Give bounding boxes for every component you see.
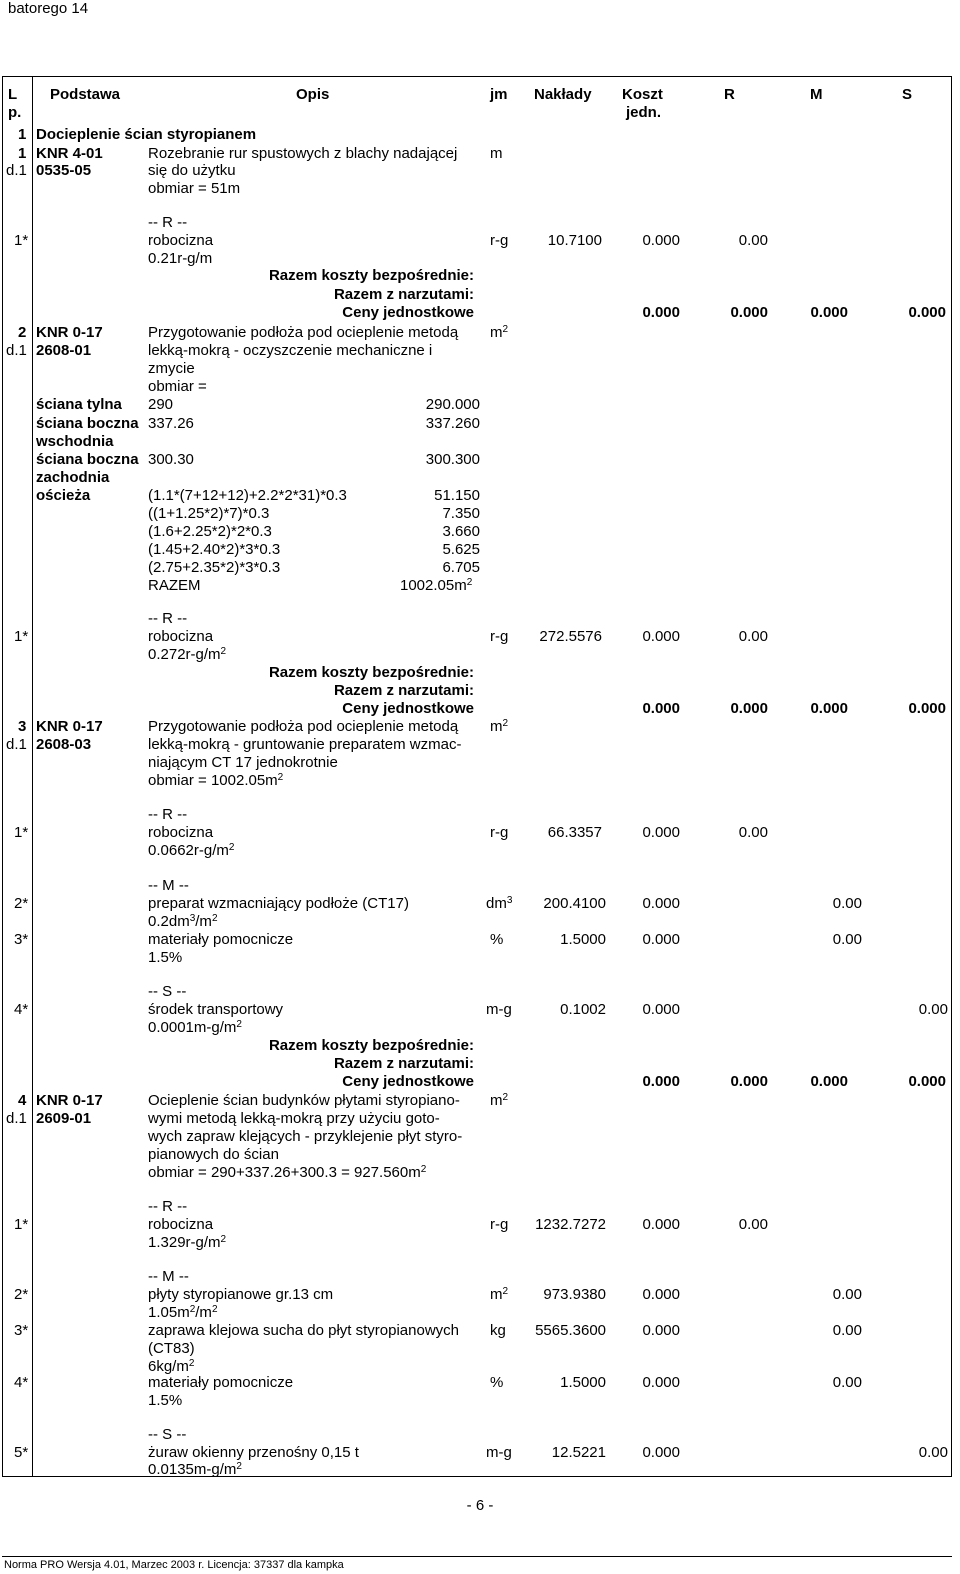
position-unit: $m^2$ (490, 1092, 509, 1109)
resource-quantity: 12.5221 (551, 1444, 606, 1461)
resource-value: 0.00 (738, 1216, 768, 1233)
measure-value: 300.300 (425, 451, 480, 468)
resource-name: robocizna (148, 628, 214, 645)
resource-value: 0.00 (918, 1001, 948, 1018)
resource-price: 0.000 (642, 1286, 680, 1303)
sum-with-surcharges: Razem z narzutami: (333, 286, 474, 303)
measure-value: 5.625 (442, 541, 480, 558)
resource-name: materiały pomocnicze (148, 931, 294, 948)
measure-label: ściana boczna (36, 451, 139, 468)
resource-number: 2* (14, 895, 29, 912)
resource-norm: $0.0001m-g/m^2$ (148, 1019, 242, 1036)
resource-norm: 1.5% (148, 1392, 183, 1409)
unit-prices-label: Ceny jednostkowe (342, 1073, 474, 1090)
resource-value: 0.00 (918, 1444, 948, 1461)
table-bottom-border (2, 1476, 952, 1477)
header-lp: L (8, 86, 18, 103)
resource-name: robocizna (148, 232, 214, 249)
position-number: 4 (18, 1092, 27, 1109)
resource-unit: r-g (490, 628, 509, 645)
resource-number: 2* (14, 1286, 29, 1303)
resource-quantity: 1.5000 (560, 1374, 606, 1391)
sum-with-surcharges: Razem z narzutami: (333, 682, 474, 699)
position-description: obmiar = $1002.05m^2$ (148, 772, 284, 789)
resource-price: 0.000 (642, 232, 680, 249)
resource-number: 1* (14, 824, 29, 841)
resource-quantity: 10.7100 (547, 232, 602, 249)
position-description: Ocieplenie ścian budynków płytami styropiano- (148, 1092, 460, 1109)
footer-divider (2, 1556, 952, 1557)
unit-price-value: 0.000 (642, 1073, 680, 1090)
position-description: zmycie (148, 360, 195, 377)
footer-text: Norma PRO Wersja 4.01, Marzec 2003 r. Licencja: 37337 dla kampka (4, 1559, 344, 1571)
resource-value: 0.00 (738, 232, 768, 249)
resource-name: żuraw okienny przenośny 0,15 t (148, 1444, 359, 1461)
position-code: KNR 4-01 (36, 145, 103, 162)
unit-price-value: 0.000 (730, 304, 768, 321)
position-number: 2 (18, 324, 27, 341)
resource-price: 0.000 (642, 1001, 680, 1018)
measure-label: ościeża (36, 487, 91, 504)
position-description: Przygotowanie podłoża pod ocieplenie metodą (148, 324, 459, 341)
resource-unit: r-g (490, 232, 509, 249)
resource-group: -- S -- (148, 1426, 187, 1443)
position-unit: $m^2$ (490, 324, 509, 341)
resource-name-2: (CT83) (148, 1340, 195, 1357)
measure-expression: 290 (148, 396, 174, 413)
resource-group: -- R -- (148, 610, 188, 627)
resource-quantity: 272.5576 (539, 628, 602, 645)
table-top-border (2, 76, 952, 77)
unit-price-value: 0.000 (908, 1073, 946, 1090)
resource-value: 0.00 (832, 931, 862, 948)
resource-unit: m-g (486, 1001, 512, 1018)
resource-norm: $1.05m^2/m^2$ (148, 1304, 218, 1321)
resource-unit: $dm^3$ (486, 895, 513, 912)
resource-unit: $m^2$ (490, 1286, 509, 1303)
position-number: 1 (18, 145, 27, 162)
position-description: Przygotowanie podłoża pod ocieplenie metodą (148, 718, 459, 735)
resource-norm: $6kg/m^2$ (148, 1358, 195, 1375)
header-lp-2: p. (8, 104, 22, 121)
resource-name: środek transportowy (148, 1001, 284, 1018)
position-description: niającym CT 17 jednokrotnie (148, 754, 338, 771)
unit-price-value: 0.000 (908, 304, 946, 321)
sum-direct-costs: Razem koszty bezpośrednie: (268, 1037, 474, 1054)
header-m: M (810, 86, 823, 103)
position-code-2: 0535-05 (36, 162, 92, 179)
page-number: - 6 - (466, 1497, 494, 1514)
measure-label: ściana tylna (36, 396, 122, 413)
header-podstawa: Podstawa (50, 86, 121, 103)
unit-price-value: 0.000 (730, 700, 768, 717)
column-divider (32, 76, 33, 1477)
resource-norm: $0.272r-g/m^2$ (148, 646, 227, 663)
position-description: obmiar = 51m (148, 180, 241, 197)
resource-unit: m-g (486, 1444, 512, 1461)
resource-group: -- R -- (148, 1198, 188, 1215)
unit-price-value: 0.000 (810, 1073, 848, 1090)
resource-norm: $1.329r-g/m^2$ (148, 1234, 227, 1251)
resource-number: 4* (14, 1001, 29, 1018)
resource-quantity: 1.5000 (560, 931, 606, 948)
resource-value: 0.00 (832, 895, 862, 912)
resource-name: zaprawa klejowa sucha do płyt styropianowych (148, 1322, 459, 1339)
measure-label-2: wschodnia (36, 433, 114, 450)
measure-value: 6.705 (442, 559, 480, 576)
resource-number: 4* (14, 1374, 29, 1391)
resource-number: 3* (14, 1322, 29, 1339)
position-code: KNR 0-17 (36, 324, 103, 341)
position-description: Rozebranie rur spustowych z blachy nadającej (148, 145, 458, 162)
resource-price: 0.000 (642, 1322, 680, 1339)
position-description: obmiar = $290+337.26+300.3 = 927.560m^2$ (148, 1164, 427, 1181)
header-r: R (724, 86, 735, 103)
resource-unit: % (490, 1374, 504, 1391)
resource-value: 0.00 (832, 1322, 862, 1339)
measure-expression: (1.45+2.40*2)*3*0.3 (148, 541, 281, 558)
unit-price-value: 0.000 (810, 304, 848, 321)
unit-price-value: 0.000 (730, 1073, 768, 1090)
resource-price: 0.000 (642, 1374, 680, 1391)
measure-value: 290.000 (425, 396, 480, 413)
resource-norm: 0.21r-g/m (148, 250, 213, 267)
resource-group: -- M -- (148, 877, 189, 894)
sum-with-surcharges: Razem z narzutami: (333, 1055, 474, 1072)
resource-group: -- R -- (148, 806, 188, 823)
measure-expression: (1.6+2.25*2)*2*0.3 (148, 523, 272, 540)
measure-label: ściana boczna (36, 415, 139, 432)
position-d: d.1 (6, 736, 27, 753)
unit-price-value: 0.000 (810, 700, 848, 717)
resource-name: materiały pomocnicze (148, 1374, 294, 1391)
resource-unit: kg (490, 1322, 506, 1339)
header-opis: Opis (296, 86, 330, 103)
measure-expression: ((1+1.25*2)*7)*0.3 (148, 505, 270, 522)
unit-price-value: 0.000 (908, 700, 946, 717)
resource-norm: $0.2dm^3/m^2$ (148, 913, 218, 930)
unit-price-value: 0.000 (642, 700, 680, 717)
position-code-2: 2608-03 (36, 736, 92, 753)
position-unit: $m^2$ (490, 718, 509, 735)
resource-unit: % (490, 931, 504, 948)
position-description: wymi metodą lekką-mokrą przy użyciu goto- (148, 1110, 440, 1127)
measure-value: 337.260 (425, 415, 480, 432)
position-d: d.1 (6, 342, 27, 359)
measure-value: 51.150 (434, 487, 480, 504)
resource-quantity: 5565.3600 (535, 1322, 606, 1339)
resource-quantity: 973.9380 (543, 1286, 606, 1303)
resource-value: 0.00 (738, 824, 768, 841)
section-number: 1 (18, 126, 27, 143)
measure-value: 7.350 (442, 505, 480, 522)
resource-name: preparat wzmacniający podłoże (CT17) (148, 895, 409, 912)
measure-total-label: RAZEM (148, 577, 201, 594)
sum-direct-costs: Razem koszty bezpośrednie: (268, 664, 474, 681)
resource-quantity: 1232.7272 (535, 1216, 606, 1233)
position-code: KNR 0-17 (36, 1092, 103, 1109)
resource-price: 0.000 (642, 931, 680, 948)
unit-prices-label: Ceny jednostkowe (342, 700, 474, 717)
resource-price: 0.000 (642, 895, 680, 912)
resource-number: 5* (14, 1444, 29, 1461)
table-left-border (2, 76, 3, 1477)
position-d: d.1 (6, 1110, 27, 1127)
measure-total-value: $1002.05m^2$ (400, 577, 473, 594)
resource-norm: 1.5% (148, 949, 183, 966)
position-description: wych zapraw klejących - przyklejenie płyt styro- (148, 1128, 463, 1145)
resource-value: 0.00 (832, 1286, 862, 1303)
header-koszt: Koszt (622, 86, 663, 103)
unit-price-value: 0.000 (642, 304, 680, 321)
resource-unit: r-g (490, 1216, 509, 1233)
resource-unit: r-g (490, 824, 509, 841)
resource-price: 0.000 (642, 1216, 680, 1233)
header-koszt-jedn: jedn. (626, 104, 662, 121)
resource-number: 1* (14, 628, 29, 645)
resource-group: -- M -- (148, 1268, 189, 1285)
header-s: S (902, 86, 913, 103)
resource-name: płyty styropianowe gr.13 cm (148, 1286, 334, 1303)
measure-expression: 300.30 (148, 451, 194, 468)
resource-name: robocizna (148, 1216, 214, 1233)
position-description: lekką-mokrą - oczyszczenie mechaniczne i (148, 342, 433, 359)
position-code-2: 2608-01 (36, 342, 92, 359)
resource-number: 1* (14, 232, 29, 249)
resource-group: -- S -- (148, 983, 187, 1000)
position-code-2: 2609-01 (36, 1110, 92, 1127)
header-jm: jm (490, 86, 508, 103)
position-description: obmiar = (148, 378, 207, 395)
table-right-border (951, 76, 952, 1477)
resource-value: 0.00 (738, 628, 768, 645)
resource-quantity: 66.3357 (547, 824, 602, 841)
resource-quantity: 200.4100 (543, 895, 606, 912)
position-description: się do użytku (148, 162, 236, 179)
position-description: lekką-mokrą - gruntowanie preparatem wzmac- (148, 736, 462, 753)
measure-expression: 337.26 (148, 415, 194, 432)
position-code: KNR 0-17 (36, 718, 103, 735)
position-unit: m (490, 145, 503, 162)
document-location: batorego 14 (8, 0, 89, 17)
resource-price: 0.000 (642, 824, 680, 841)
resource-number: 1* (14, 1216, 29, 1233)
measure-expression: (1.1*(7+12+12)+2.2*2*31)*0.3 (148, 487, 347, 504)
section-title: Docieplenie ścian styropianem (36, 126, 257, 143)
position-description: pianowych do ścian (148, 1146, 279, 1163)
measure-expression: (2.75+2.35*2)*3*0.3 (148, 559, 281, 576)
resource-number: 3* (14, 931, 29, 948)
unit-prices-label: Ceny jednostkowe (342, 304, 474, 321)
resource-price: 0.000 (642, 628, 680, 645)
header-naklady: Nakłady (534, 86, 592, 103)
position-number: 3 (18, 718, 27, 735)
sum-direct-costs: Razem koszty bezpośrednie: (268, 267, 474, 284)
resource-price: 0.000 (642, 1444, 680, 1461)
resource-group: -- R -- (148, 214, 188, 231)
position-d: d.1 (6, 162, 27, 179)
resource-quantity: 0.1002 (560, 1001, 606, 1018)
resource-value: 0.00 (832, 1374, 862, 1391)
resource-name: robocizna (148, 824, 214, 841)
measure-label-2: zachodnia (36, 469, 110, 486)
resource-norm: $0.0135m-g/m^2$ (148, 1461, 242, 1478)
measure-value: 3.660 (442, 523, 480, 540)
resource-norm: $0.0662r-g/m^2$ (148, 842, 235, 859)
